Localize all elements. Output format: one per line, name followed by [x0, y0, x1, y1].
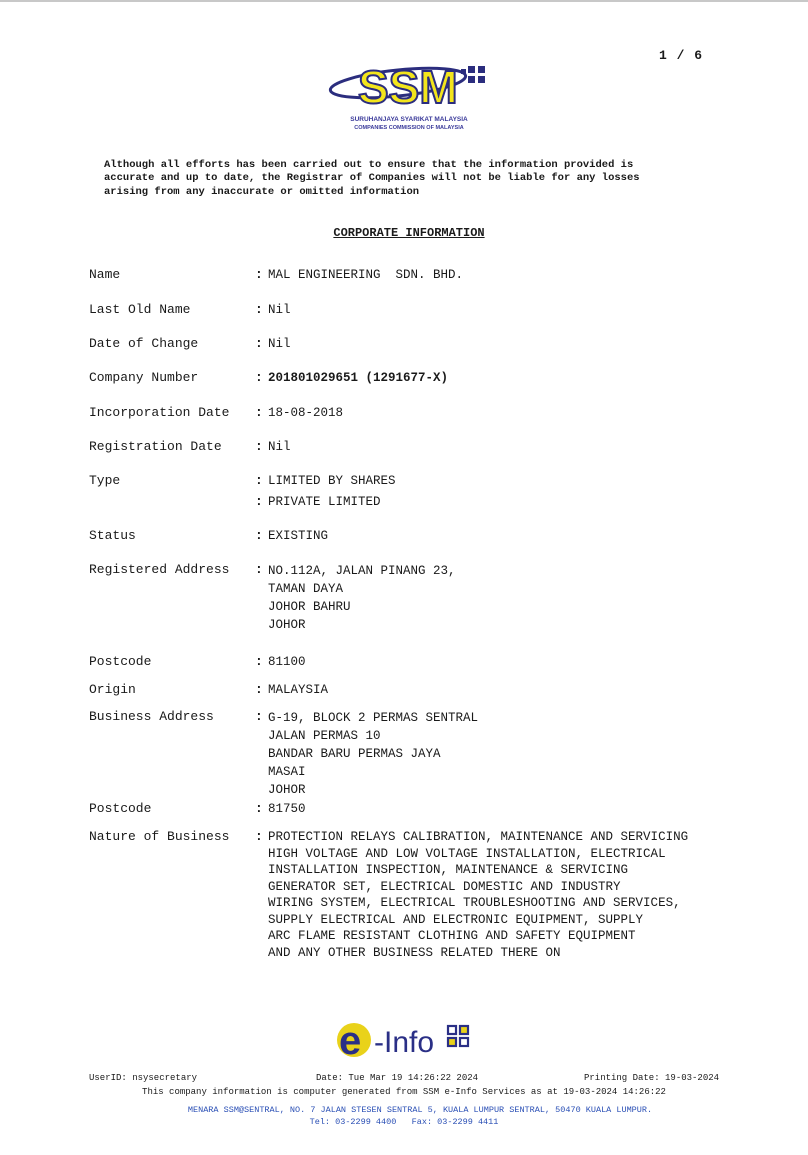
footer-date: Date: Tue Mar 19 14:26:22 2024: [316, 1073, 479, 1083]
nature-of-business-value: PROTECTION RELAYS CALIBRATION, MAINTENANCE AND SERVICING HIGH VOLTAGE AND LOW VOLTAGE INSTALLATION, ELECTRICAL INSTALLATION INSPECTION, MAINTENANCE & SERVICING GENERATOR SET, ELECTRICAL DOMESTIC AND INDUSTRY WIRING SYSTEM, ELECTRICAL TROUBLESHOOTING AND SERVICES, SUPPLY ELECTRICAL AND ELECTRONIC EQUIPMENT, SUPPLY ARC FLAME RESISTANT CLOTHING AND SAFETY EQUIPMENT AND ANY OTHER BUSINESS RELATED THERE ON: [268, 830, 689, 960]
last-old-name-value: Nil: [268, 303, 291, 317]
einfo-logo-graphic: [334, 1016, 478, 1062]
footer-address: MENARA SSM@SENTRAL, NO. 7 JALAN STESEN SENTRAL 5, KUALA LUMPUR SENTRAL, 50470 KUALA LUMPUR.: [187, 1105, 653, 1115]
disclaimer-text: Although all efforts has been carried out to ensure that the information provided is accurate and up to date, the Registrar of Companies will not be liable for any losses arising from any inaccurate or omitted information: [104, 159, 640, 198]
date-of-change-colon: :: [255, 336, 263, 351]
footer-user-id: UserID: nsysecretary: [89, 1073, 198, 1083]
page-top-border: [0, 0, 808, 2]
registration-date-label: Registration Date: [89, 439, 222, 454]
origin-label: Origin: [89, 682, 136, 697]
ssm-logo-text: SSM: [358, 61, 458, 113]
ssm-logo: [328, 55, 490, 137]
name-label: Name: [89, 267, 121, 282]
type-label: Type: [89, 473, 121, 488]
nature-of-business-label: Nature of Business: [89, 829, 230, 844]
status-label: Status: [89, 528, 136, 543]
page-indicator: 1 / 6: [659, 48, 704, 63]
nature-of-business-colon: :: [255, 829, 263, 844]
registered-address-colon: :: [255, 562, 263, 577]
footer-contact: Tel: 03-2299 4400 Fax: 03-2299 4411: [309, 1117, 499, 1127]
last-old-name-colon: :: [255, 302, 263, 317]
business-address-value: G-19, BLOCK 2 PERMAS SENTRAL JALAN PERMAS 10 BANDAR BARU PERMAS JAYA MASAI JOHOR: [268, 711, 479, 797]
ssm-logo-graphic: [328, 55, 490, 117]
postcode-registered-label: Postcode: [89, 654, 152, 669]
type-colon-2: :: [255, 494, 263, 509]
company-number-colon: :: [255, 370, 263, 385]
incorporation-date-label: Incorporation Date: [89, 405, 230, 420]
origin-value: MALAYSIA: [268, 683, 329, 697]
logo-subtitle-english: COMPANIES COMMISSION OF MALAYSIA: [354, 125, 464, 131]
footer-printing-date: Printing Date: 19-03-2024: [584, 1073, 720, 1083]
status-value: EXISTING: [268, 529, 329, 543]
postcode-registered-colon: :: [255, 654, 263, 669]
date-of-change-value: Nil: [268, 337, 291, 351]
last-old-name-label: Last Old Name: [89, 302, 191, 317]
registered-address-label: Registered Address: [89, 562, 230, 577]
einfo-logo: [334, 1016, 478, 1062]
incorporation-date-colon: :: [255, 405, 263, 420]
svg-text:e: e: [339, 1019, 362, 1062]
type-value-2: PRIVATE LIMITED: [268, 495, 381, 509]
postcode-business-label: Postcode: [89, 801, 152, 816]
page-title: CORPORATE INFORMATION: [333, 226, 485, 240]
business-address-colon: :: [255, 709, 263, 724]
company-number-label: Company Number: [89, 370, 199, 385]
status-colon: :: [255, 528, 263, 543]
registered-address-value: NO.112A, JALAN PINANG 23, TAMAN DAYA JOHOR BAHRU JOHOR: [268, 564, 456, 632]
company-number-value: 201801029651 (1291677-X): [268, 371, 449, 385]
postcode-business-value: 81750: [268, 802, 306, 816]
einfo-logo-text: -Info: [374, 1026, 435, 1059]
footer-generated-note: This company information is computer generated from SSM e-Info Services as at 19-03-2024 14:26:22: [142, 1087, 666, 1097]
origin-colon: :: [255, 682, 263, 697]
postcode-business-colon: :: [255, 801, 263, 816]
name-value: MAL ENGINEERING SDN. BHD.: [268, 268, 464, 282]
registration-date-value: Nil: [268, 440, 291, 454]
type-colon-1: :: [255, 473, 263, 488]
business-address-label: Business Address: [89, 709, 214, 724]
name-colon: :: [255, 267, 263, 282]
registration-date-colon: :: [255, 439, 263, 454]
date-of-change-label: Date of Change: [89, 336, 199, 351]
postcode-registered-value: 81100: [268, 655, 306, 669]
logo-subtitle-malay: SURUHANJAYA SYARIKAT MALAYSIA: [350, 116, 468, 123]
incorporation-date-value: 18-08-2018: [268, 406, 344, 420]
type-value-1: LIMITED BY SHARES: [268, 474, 396, 488]
